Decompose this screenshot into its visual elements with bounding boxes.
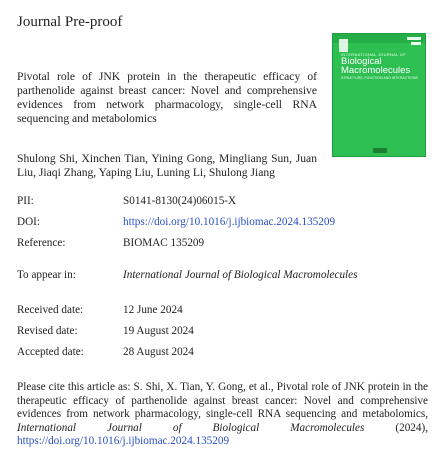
journal-name: International Journal of Biological Macromolecules <box>123 269 358 281</box>
pii-value: S0141-8130(24)06015-X <box>123 195 237 207</box>
received-date-label: Received date: <box>17 304 84 316</box>
journal-pre-proof-title: Journal Pre-proof <box>17 14 123 30</box>
doi-link[interactable]: https://doi.org/10.1016/j.ijbiomac.2024.135209 <box>123 216 336 228</box>
citation-doi-link[interactable]: https://doi.org/10.1016/j.ijbiomac.2024.135209 <box>17 435 230 447</box>
accepted-date-label: Accepted date: <box>17 346 84 358</box>
cover-tagline: STRUCTURE, FUNCTION AND INTERACTIONS <box>341 76 418 80</box>
doi-label: DOI: <box>17 216 40 228</box>
revised-date-label: Revised date: <box>17 325 78 337</box>
elsevier-logo-icon <box>339 39 348 52</box>
citation-notice <box>17 381 428 449</box>
received-date-value: 12 June 2024 <box>123 304 183 316</box>
reference-value: BIOMAC 135209 <box>123 237 205 249</box>
cover-publisher-mark <box>373 148 387 153</box>
citation-journal: International Journal of Biological Macromolecules <box>17 421 365 434</box>
cover-journal-name: Biological Macromolecules <box>341 56 411 76</box>
journal-cover-image <box>332 33 426 157</box>
cover-volume-mark <box>411 42 421 45</box>
reference-label: Reference: <box>17 237 66 249</box>
citation-year: (2024), <box>364 421 428 434</box>
to-appear-label: To appear in: <box>17 269 76 281</box>
revised-date-value: 19 August 2024 <box>123 325 194 337</box>
cover-series-label: INTERNATIONAL JOURNAL OF <box>341 52 407 57</box>
pii-label: PII: <box>17 195 34 207</box>
citation-text: Please cite this article as: S. Shi, X. Tian, Y. Gong, et al., Pivotal role of JNK protein in the therapeutic efficacy of parthenolide against breast cancer: Novel and comprehensive evidences from network pharmacology, single-cell RNA sequencing and metabolomics, <box>17 381 428 420</box>
accepted-date-value: 28 August 2024 <box>123 346 194 358</box>
article-title: Pivotal role of JNK protein in the therapeutic efficacy of parthenolide against breast cancer: Novel and comprehensive evidences from network pharmacology, single-cell RNA sequencing and metabolomics <box>17 70 317 125</box>
cover-issn-mark <box>407 37 421 40</box>
author-list: Shulong Shi, Xinchen Tian, Yining Gong, Mingliang Sun, Juan Liu, Jiaqi Zhang, Yaping Liu, Luning Li, Shulong Jiang <box>17 152 317 179</box>
